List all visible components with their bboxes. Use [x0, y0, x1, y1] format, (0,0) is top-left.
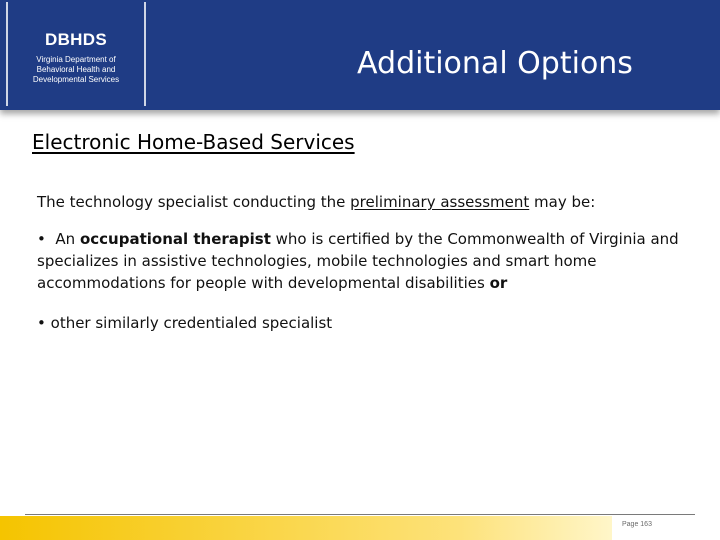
page-number: Page 163	[622, 521, 652, 528]
logo-subtitle-line-1: Virginia Department of	[36, 55, 116, 64]
bullet-text-body: who is certified by the Commonwealth of Virginia and specializes in assistive technologies, mobile technologies and smart home accommodations for people with developmental disabilities	[37, 230, 679, 292]
footer-accent-bar	[0, 516, 612, 540]
section-heading: Electronic Home-Based Services	[32, 130, 355, 154]
lead-paragraph	[37, 191, 687, 213]
preliminary-assessment-emphasis: preliminary assessment	[350, 193, 530, 211]
bullet-marker: •	[37, 314, 46, 332]
bullet-text: other similarly credentialed specialist	[50, 314, 333, 332]
occupational-therapist-emphasis: occupational therapist	[79, 230, 271, 248]
footer-divider	[25, 514, 695, 515]
bullet-marker: •	[37, 230, 46, 248]
lead-text-end: may be:	[529, 193, 596, 211]
logo-subtitle-line-2: Behavioral Health and	[36, 65, 116, 74]
header-bar	[0, 0, 720, 110]
dbhds-logo	[6, 2, 146, 106]
bullet-text-start: An	[55, 230, 80, 248]
slide-title: Additional Options	[357, 46, 633, 81]
bullet-item-other-specialist	[37, 312, 687, 334]
lead-text-start: The technology specialist conducting the	[37, 193, 351, 211]
logo-subtitle-line-3: Developmental Services	[32, 75, 120, 84]
bullet-conjunction: or	[489, 274, 508, 292]
bullet-item-occupational-therapist	[37, 228, 687, 294]
logo-title: DBHDS	[45, 30, 107, 49]
